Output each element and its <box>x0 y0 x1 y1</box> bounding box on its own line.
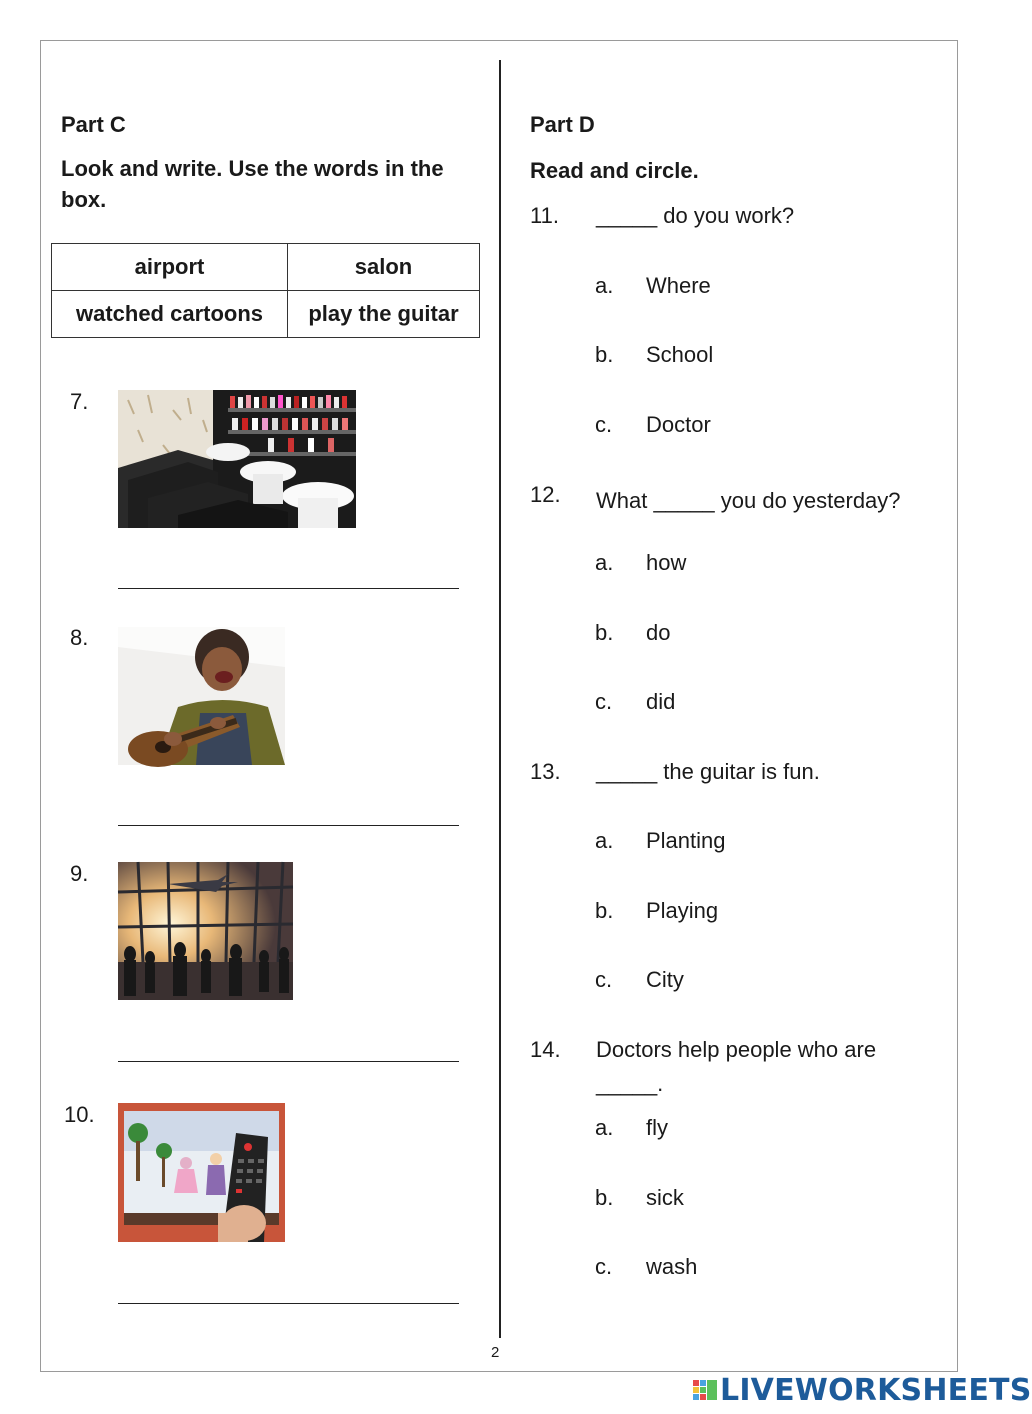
option-text[interactable]: fly <box>646 1115 668 1140</box>
column-divider <box>499 60 501 1338</box>
answer-line-8[interactable] <box>118 825 459 826</box>
item-number: 10. <box>64 1102 95 1127</box>
word-box <box>51 243 480 338</box>
word-box-cell: play the guitar <box>288 291 480 338</box>
question-text: _____ do you work? <box>596 203 795 228</box>
option-letter: c. <box>595 412 613 437</box>
airport-terminal-photo <box>118 862 293 1000</box>
question-number: 11. <box>530 203 559 228</box>
option-text[interactable]: City <box>646 967 684 992</box>
word-box-cell: salon <box>288 244 480 291</box>
girl-playing-guitar-photo <box>118 627 285 765</box>
option-letter: b. <box>595 898 614 923</box>
option-letter: c. <box>595 689 613 714</box>
option-letter: c. <box>595 967 613 992</box>
option-text[interactable]: Planting <box>646 828 726 853</box>
option-text[interactable]: wash <box>646 1254 698 1279</box>
option-letter: b. <box>595 620 614 645</box>
salon-photo <box>118 390 356 528</box>
option-text[interactable]: how <box>646 550 687 575</box>
option-letter: a. <box>595 550 614 575</box>
option-text[interactable]: do <box>646 620 671 645</box>
word-box-cell: watched cartoons <box>52 291 288 338</box>
question-number: 12. <box>530 482 561 507</box>
item-number: 8. <box>70 625 89 650</box>
part-d-instruction: Read and circle. <box>530 158 699 183</box>
option-letter: a. <box>595 1115 614 1140</box>
part-c-instruction: Look and write. Use the words in the box. <box>61 156 444 212</box>
item-number: 7. <box>70 389 89 414</box>
option-text[interactable]: Doctor <box>646 412 711 437</box>
answer-line-10[interactable] <box>118 1303 459 1304</box>
option-letter: b. <box>595 1185 614 1210</box>
word-box-cell: airport <box>52 244 288 291</box>
answer-line-7[interactable] <box>118 588 459 589</box>
liveworksheets-logo-icon <box>692 1377 718 1403</box>
page-number: 2 <box>491 1344 500 1361</box>
part-d-heading: Part D <box>530 112 595 137</box>
watching-cartoons-tv-remote-photo <box>118 1103 285 1242</box>
item-number: 9. <box>70 861 89 886</box>
option-text[interactable]: Where <box>646 273 711 298</box>
liveworksheets-brand <box>692 1374 1032 1406</box>
option-letter: a. <box>595 273 614 298</box>
question-number: 14. <box>530 1037 561 1062</box>
option-letter: b. <box>595 342 614 367</box>
brand-name: LIVEWORKSHEETS <box>720 1372 1032 1408</box>
option-text[interactable]: School <box>646 342 714 367</box>
option-text[interactable]: Playing <box>646 898 719 923</box>
question-number: 13. <box>530 759 561 784</box>
option-letter: a. <box>595 828 614 853</box>
question-text-line-1: Doctors help people who are <box>596 1037 877 1062</box>
question-text: What _____ you do yesterday? <box>596 488 901 513</box>
option-letter: c. <box>595 1254 613 1279</box>
option-text[interactable]: sick <box>646 1185 684 1210</box>
question-text: _____ the guitar is fun. <box>596 759 820 784</box>
answer-line-9[interactable] <box>118 1061 459 1062</box>
option-text[interactable]: did <box>646 689 676 714</box>
part-c-heading: Part C <box>61 112 126 137</box>
question-text-line-2: _____. <box>596 1071 664 1096</box>
